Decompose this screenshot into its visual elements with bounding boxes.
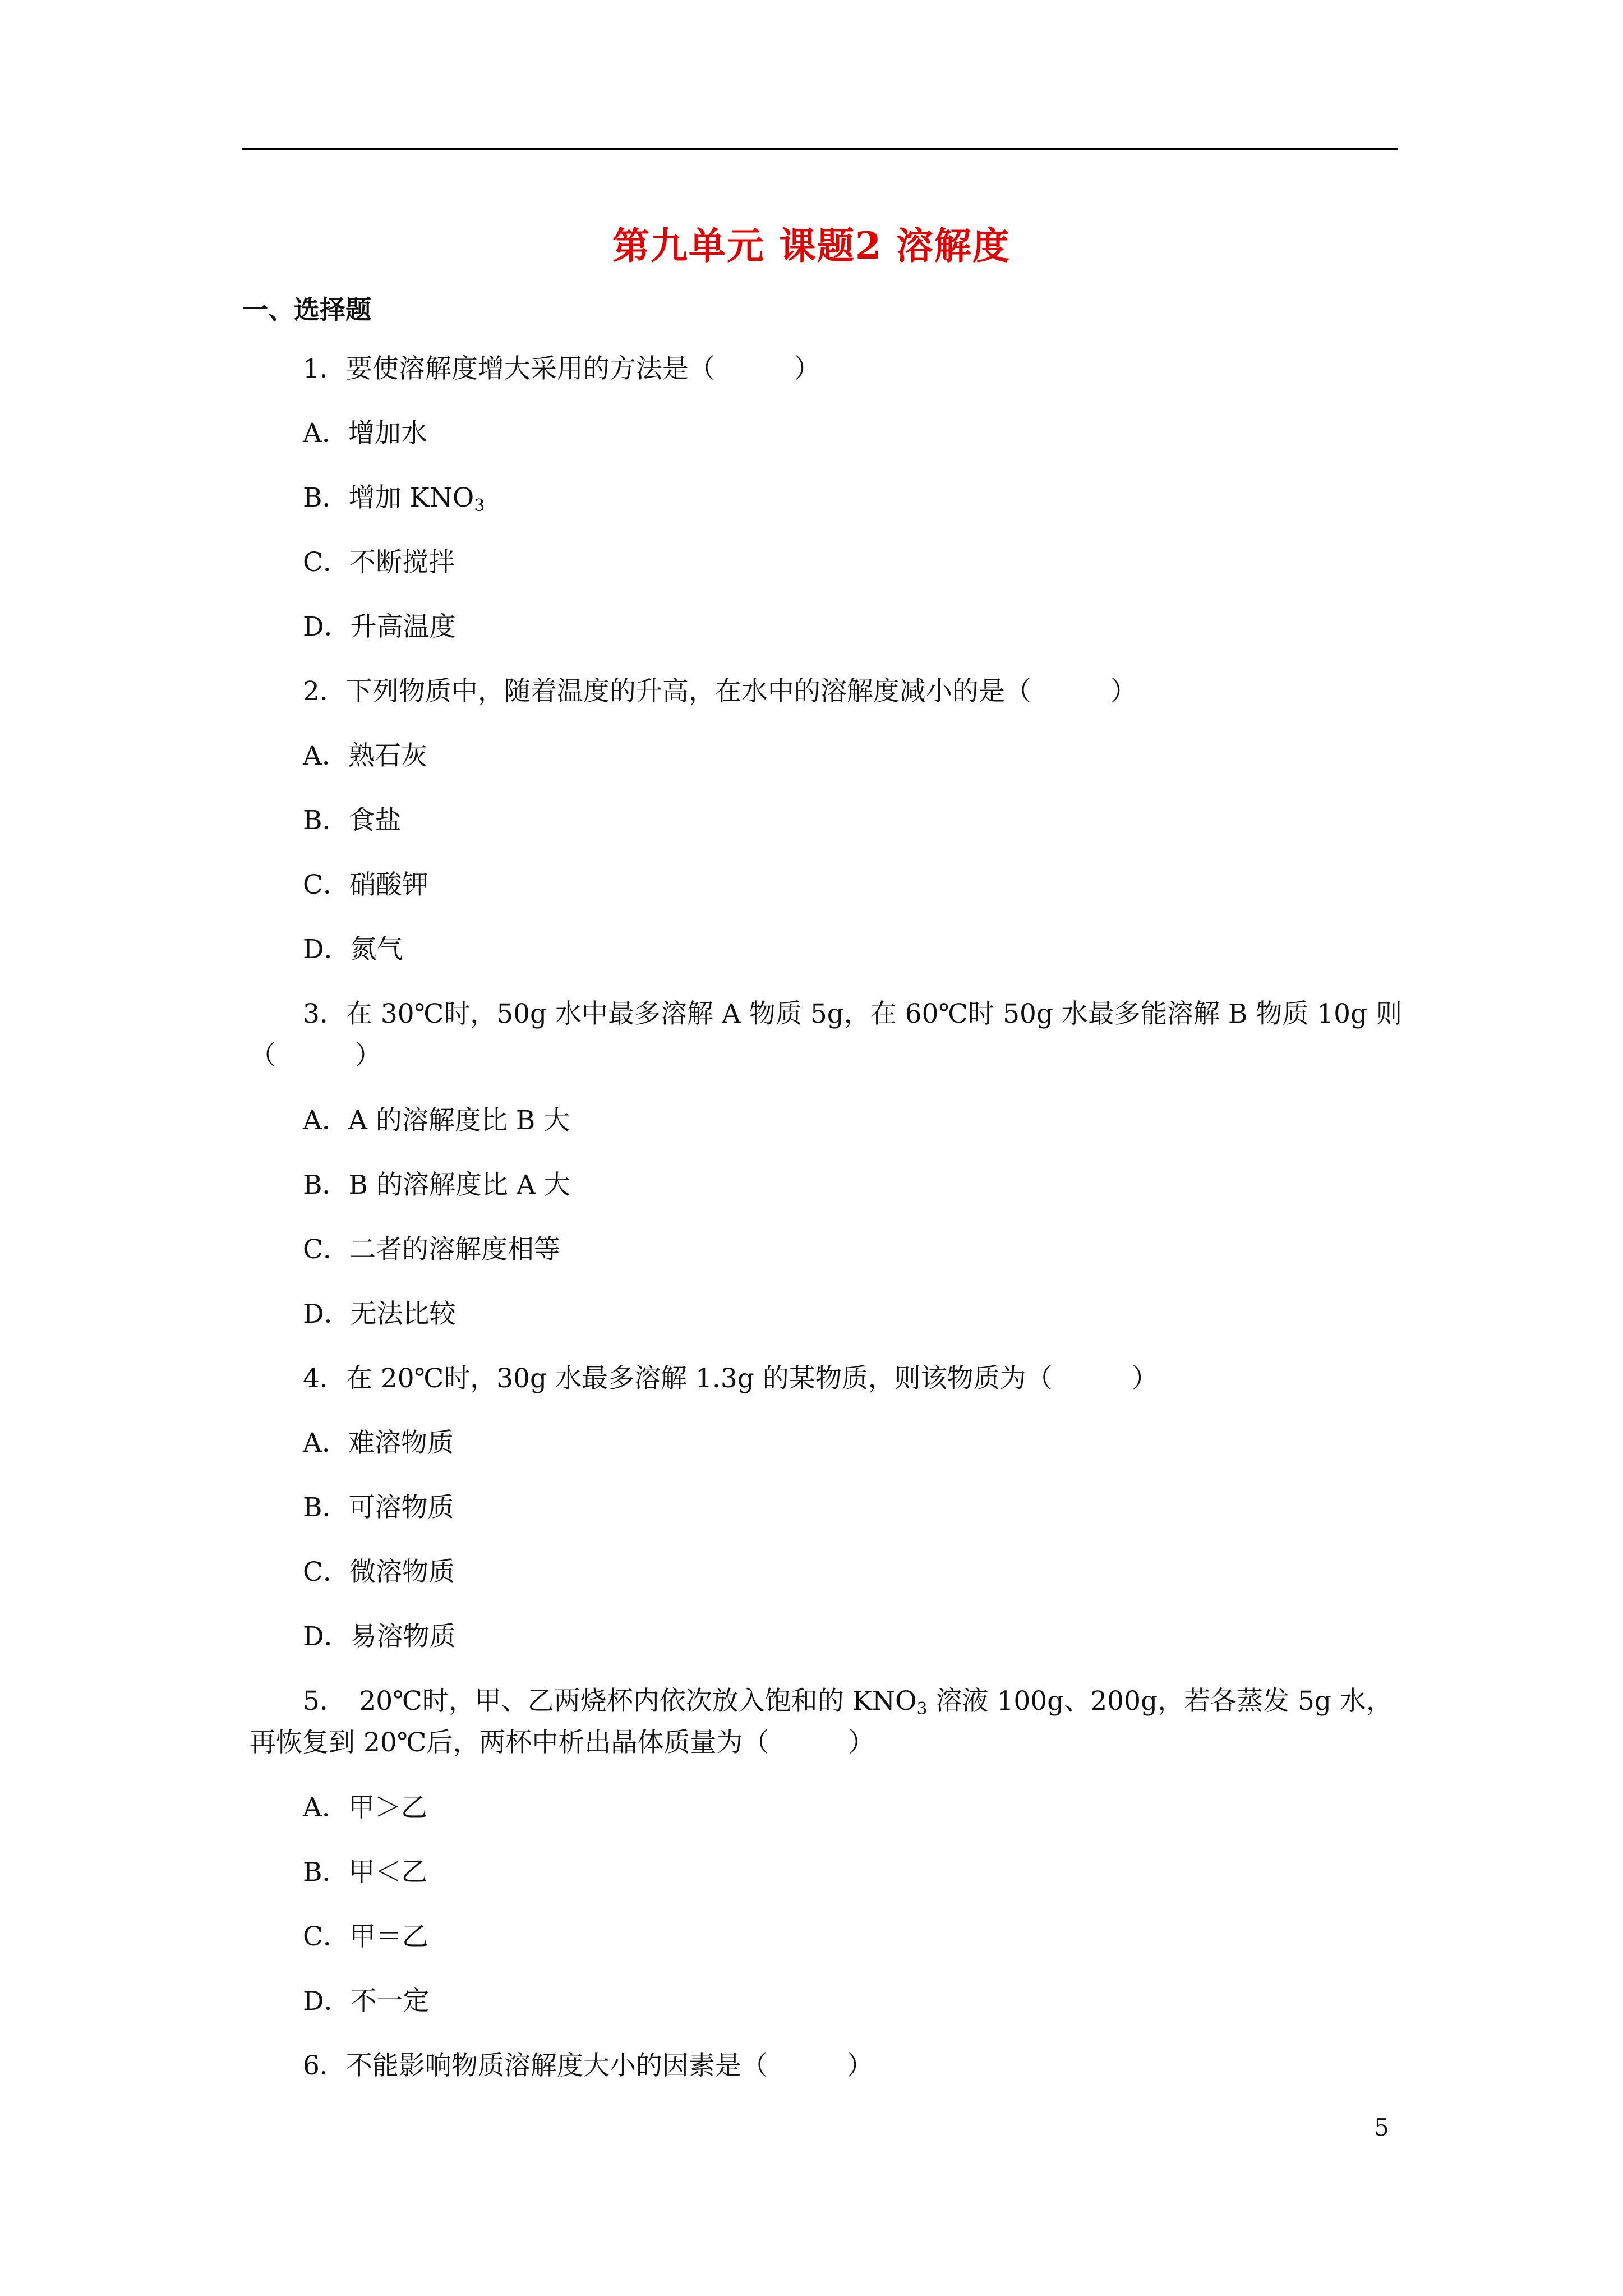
question-5-stem-text: 5． 20℃时，甲、乙两烧杯内依次放入饱和的 KNO	[303, 1686, 917, 1717]
question-3-option-b: B．B 的溶解度比 A 大	[303, 1170, 570, 1200]
question-5-option-a: A．甲＞乙	[303, 1792, 427, 1823]
option-b-text: B．增加 KNO	[303, 482, 474, 513]
question-3-option-c: C．二者的溶解度相等	[303, 1234, 560, 1265]
question-1-option-c: C．不断搅拌	[303, 547, 455, 578]
question-4-option-c: C．微溶物质	[303, 1557, 455, 1588]
subscript: 3	[916, 1699, 928, 1719]
question-5-stem-continued: 再恢复到 20℃后，两杯中析出晶体质量为（ ）	[250, 1727, 875, 1758]
question-5-stem	[303, 1685, 1393, 1718]
question-5-option-d: D．不一定	[303, 1986, 430, 2017]
question-4-option-b: B．可溶物质	[303, 1492, 454, 1523]
question-3-stem: 3．在 30℃时，50g 水中最多溶解 A 物质 5g，在 60℃时 50g 水最多能溶解 B 物质 10g 则	[303, 999, 1403, 1029]
question-1-option-b	[303, 481, 485, 515]
question-2-option-a: A．熟石灰	[303, 740, 427, 771]
question-2-option-b: B．食盐	[303, 805, 402, 836]
subscript: 3	[474, 496, 485, 516]
question-4-option-d: D．易溶物质	[303, 1621, 456, 1652]
header-rule	[242, 148, 1398, 150]
question-2-option-c: C．硝酸钾	[303, 869, 428, 900]
page-title: 第九单元 课题2 溶解度	[612, 224, 1011, 268]
question-3-option-a: A．A 的溶解度比 B 大	[303, 1105, 570, 1136]
section-heading: 一、选择题	[242, 295, 371, 325]
question-4-option-a: A．难溶物质	[303, 1428, 454, 1458]
question-3-option-d: D．无法比较	[303, 1299, 456, 1329]
question-1-stem: 1．要使溶解度增大采用的方法是（ ）	[303, 353, 820, 384]
question-1-option-a: A．增加水	[303, 418, 427, 449]
question-3-stem-continued: （ ）	[250, 1040, 381, 1071]
question-6-stem: 6．不能影响物质溶解度大小的因素是（ ）	[303, 2050, 873, 2081]
question-5-stem-text-end: 溶液 100g、200g，若各蒸发 5g 水，	[927, 1686, 1393, 1717]
question-5-option-c: C．甲＝乙	[303, 1921, 428, 1952]
question-2-stem: 2．下列物质中，随着温度的升高，在水中的溶解度减小的是（ ）	[303, 676, 1137, 707]
question-4-stem: 4．在 20℃时，30g 水最多溶解 1.3g 的某物质，则该物质为（ ）	[303, 1363, 1158, 1394]
question-1-option-d: D．升高温度	[303, 611, 456, 642]
question-2-option-d: D．氮气	[303, 934, 403, 965]
question-5-option-b: B．甲＜乙	[303, 1857, 428, 1888]
page-number: 5	[1374, 2114, 1389, 2141]
